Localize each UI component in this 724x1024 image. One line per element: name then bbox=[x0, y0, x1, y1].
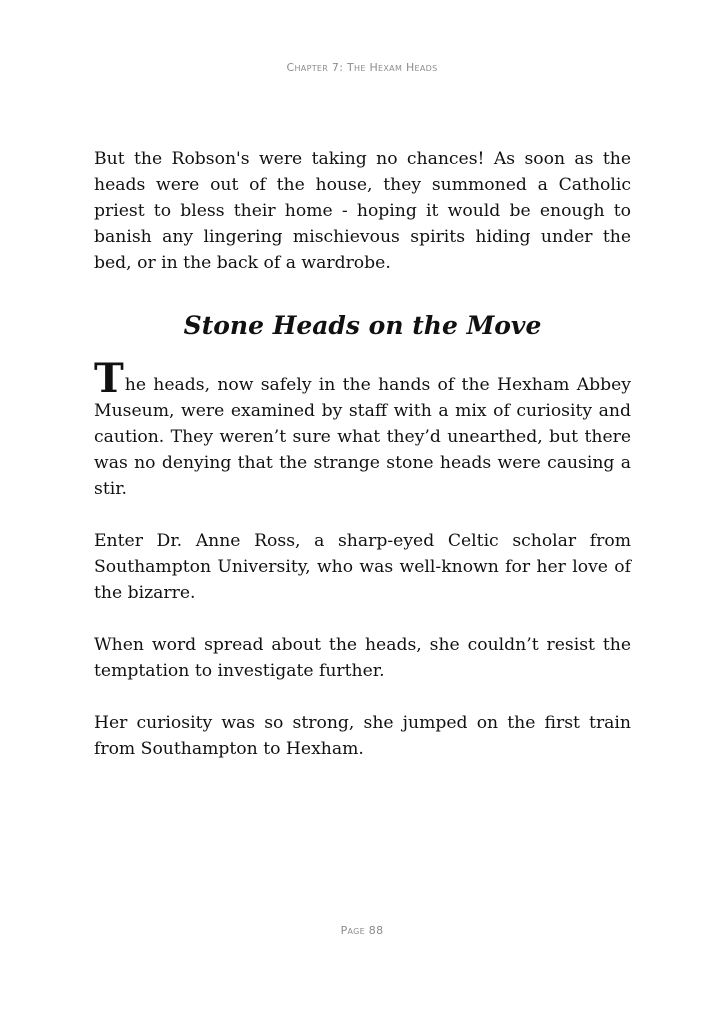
section-heading: Stone Heads on the Move bbox=[183, 311, 542, 340]
page-body bbox=[94, 146, 631, 762]
lead-paragraph-text: he heads, now safely in the hands of the Hexham Abbey Museum, were examined by staff with a mix of curiosity and caution. They weren’t sure what they’d unearthed, but there was no denying that the strange stone heads were causing a stir. bbox=[94, 375, 631, 499]
lead-paragraph bbox=[94, 355, 631, 502]
drop-cap: T bbox=[94, 355, 124, 402]
body-paragraph: Her curiosity was so strong, she jumped on the first train from Southampton to Hexham. bbox=[94, 713, 631, 759]
running-header: Chapter 7: The Hexam Heads bbox=[286, 61, 438, 74]
intro-paragraph: But the Robson's were taking no chances! As soon as the heads were out of the house, they summoned a Catholic priest to bless their home - hoping it would be enough to banish any lingering mischievous spirits hiding under the bed, or in the back of a wardrobe. bbox=[94, 149, 631, 273]
page-number: Page 88 bbox=[340, 924, 384, 937]
body-paragraph: Enter Dr. Anne Ross, a sharp-eyed Celtic scholar from Southampton University, who was well-known for her love of the bizarre. bbox=[94, 531, 631, 603]
body-paragraph: When word spread about the heads, she couldn’t resist the temptation to investigate further. bbox=[94, 635, 631, 681]
